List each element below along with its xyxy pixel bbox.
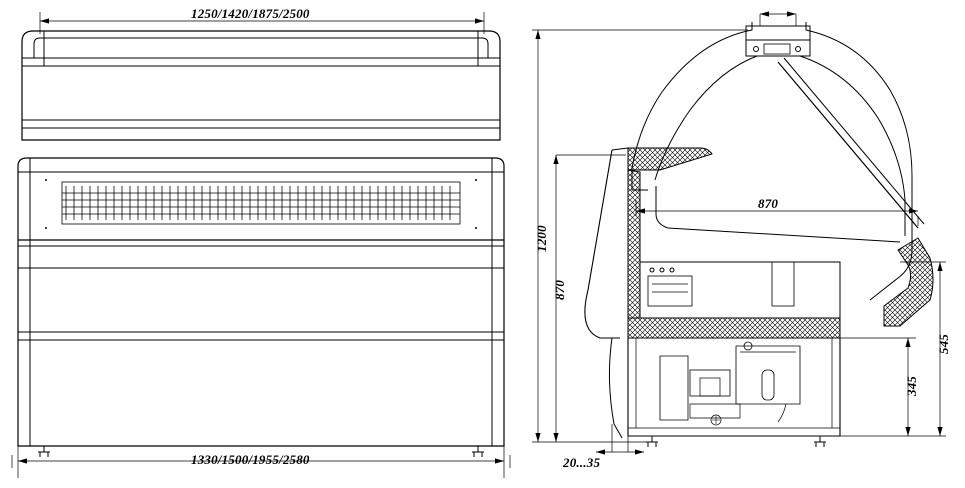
dim-side-glass-span: 870: [758, 196, 779, 211]
side-dimensions: [532, 14, 946, 452]
front-view-geometry: [18, 31, 504, 457]
grille-slats: [62, 186, 460, 220]
dim-side-counter-height: 870: [552, 279, 567, 300]
dim-side-total-height: 1200: [534, 225, 549, 252]
dim-side-lower-height: 345: [904, 375, 919, 396]
dim-side-foot-clearance: 20...35: [563, 455, 601, 470]
front-dimensions: [12, 12, 510, 478]
dim-front-top-width: 1250/1420/1875/2500: [191, 6, 310, 21]
side-section-geometry: [585, 22, 933, 447]
dim-front-bottom-width: 1330/1500/1955/2580: [191, 452, 310, 467]
dim-side-base-height: 545: [936, 333, 951, 354]
